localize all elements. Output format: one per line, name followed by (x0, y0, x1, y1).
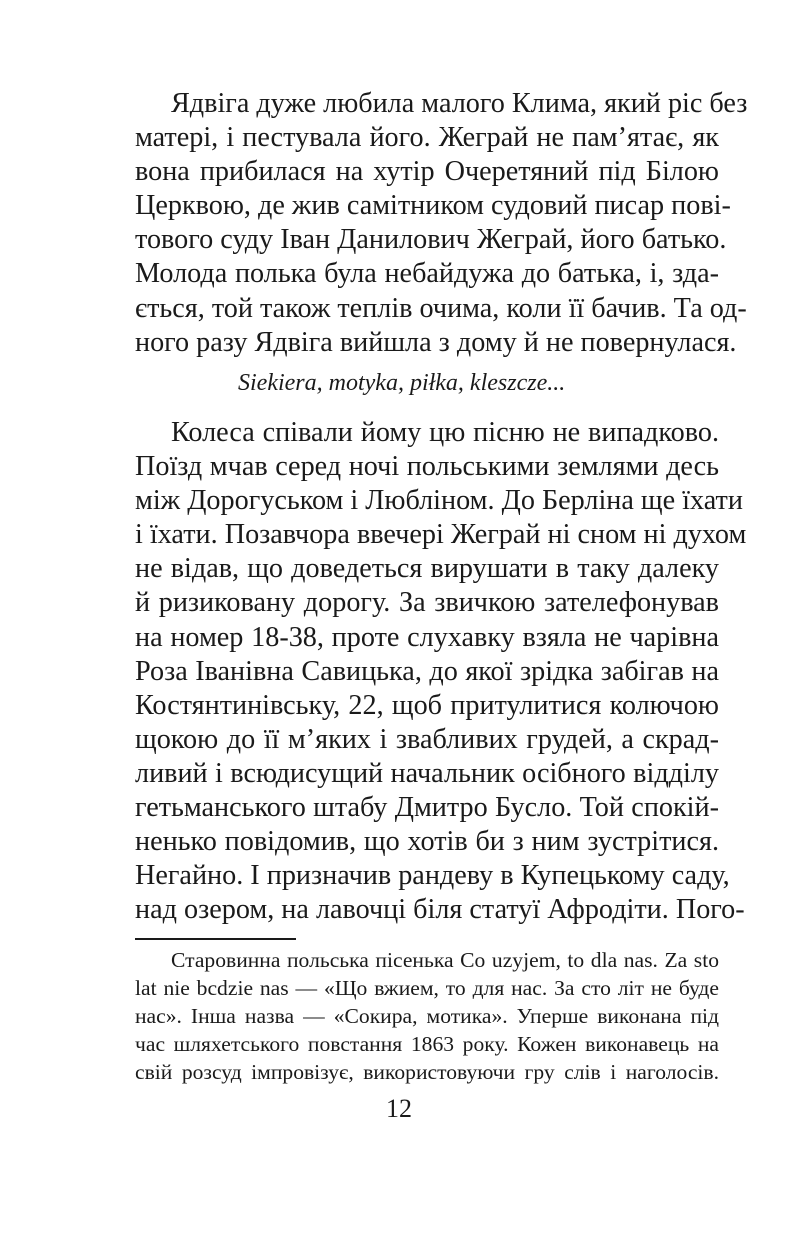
text-line: гетьманського штабу Дмитро Бусло. Той спокій- (135, 792, 719, 824)
text-line: вона прибилася на хутір Очеретяний під Білою (135, 156, 719, 188)
text-line: тового суду Іван Данилович Жеграй, його батько. (135, 224, 727, 256)
text-line: Ядвіга дуже любила малого Клима, який ріс без (171, 88, 748, 119)
text-line: Роза Іванівна Савицька, до якої зрідка забігав на (135, 655, 719, 687)
footnote-divider (135, 938, 296, 940)
text-line: над озером, на лавочці біля статуї Афродіти. Пого- (135, 894, 745, 926)
footnote-line: lat nie bсdzie nas — «Що вжием, то для нас. За сто літ не буде (135, 976, 719, 1000)
footnote-line: Старовинна польська пісенька Co uzyjem, to dla nas. Za sto (171, 948, 719, 972)
text-line: й ризиковану дорогу. За звичкою зателефонував (135, 587, 719, 619)
text-line: ного разу Ядвіга вийшла з дому й не повернулася. (135, 326, 737, 358)
page-number: 12 (386, 1094, 412, 1123)
footnote-line: свій розсуд імпровізує, використовуючи гру слів і наголосів. (135, 1060, 719, 1084)
epigraph: Siekiera, motyka, piłka, kleszcze... (238, 370, 566, 396)
text-line: на номер 18-38, проте слухавку взяла не чарівна (135, 621, 719, 653)
text-line: ливий і всюдисущий начальник осібного відділу (135, 757, 719, 789)
paragraph-1 (135, 87, 748, 360)
footnote (135, 946, 719, 1086)
text-line: не відав, що доведеться вирушати в таку далеку (135, 553, 719, 585)
text-line: Костянтинівську, 22, щоб притулитися колючою (135, 689, 719, 721)
text-line: Колеса співали йому цю пісню не випадково. (171, 417, 719, 448)
paragraph-2 (135, 416, 747, 927)
text-line: ється, той також теплів очима, коли її бачив. Та од- (135, 292, 747, 324)
text-line: Поїзд мчав серед ночі польськими землями десь (135, 451, 719, 483)
text-line: Церквою, де жив самітником судовий писар пові- (135, 190, 731, 222)
text-line: ненько повідомив, що хотів би з ним зустрітися. (135, 826, 719, 858)
text-line: Негайно. І призначив рандеву в Купецькому саду, (135, 860, 730, 892)
text-line: матері, і пестувала його. Жеграй не пам’ятає, як (135, 122, 719, 154)
text-line: і їхати. Позавчора ввечері Жеграй ні сном ні духом (135, 519, 747, 551)
text-line: Молода полька була небайдужа до батька, і, зда- (135, 258, 719, 290)
text-line: щокою до її м’яких і звабливих грудей, а скрад- (135, 723, 719, 755)
footnote-line: нас». Інша назва — «Сокира, мотика». Уперше виконана під (135, 1004, 719, 1028)
footnote-line: час шляхетського повстання 1863 року. Кожен виконавець на (135, 1032, 719, 1056)
text-line: між Дорогуськом і Любліном. До Берліна ще їхати (135, 485, 743, 517)
